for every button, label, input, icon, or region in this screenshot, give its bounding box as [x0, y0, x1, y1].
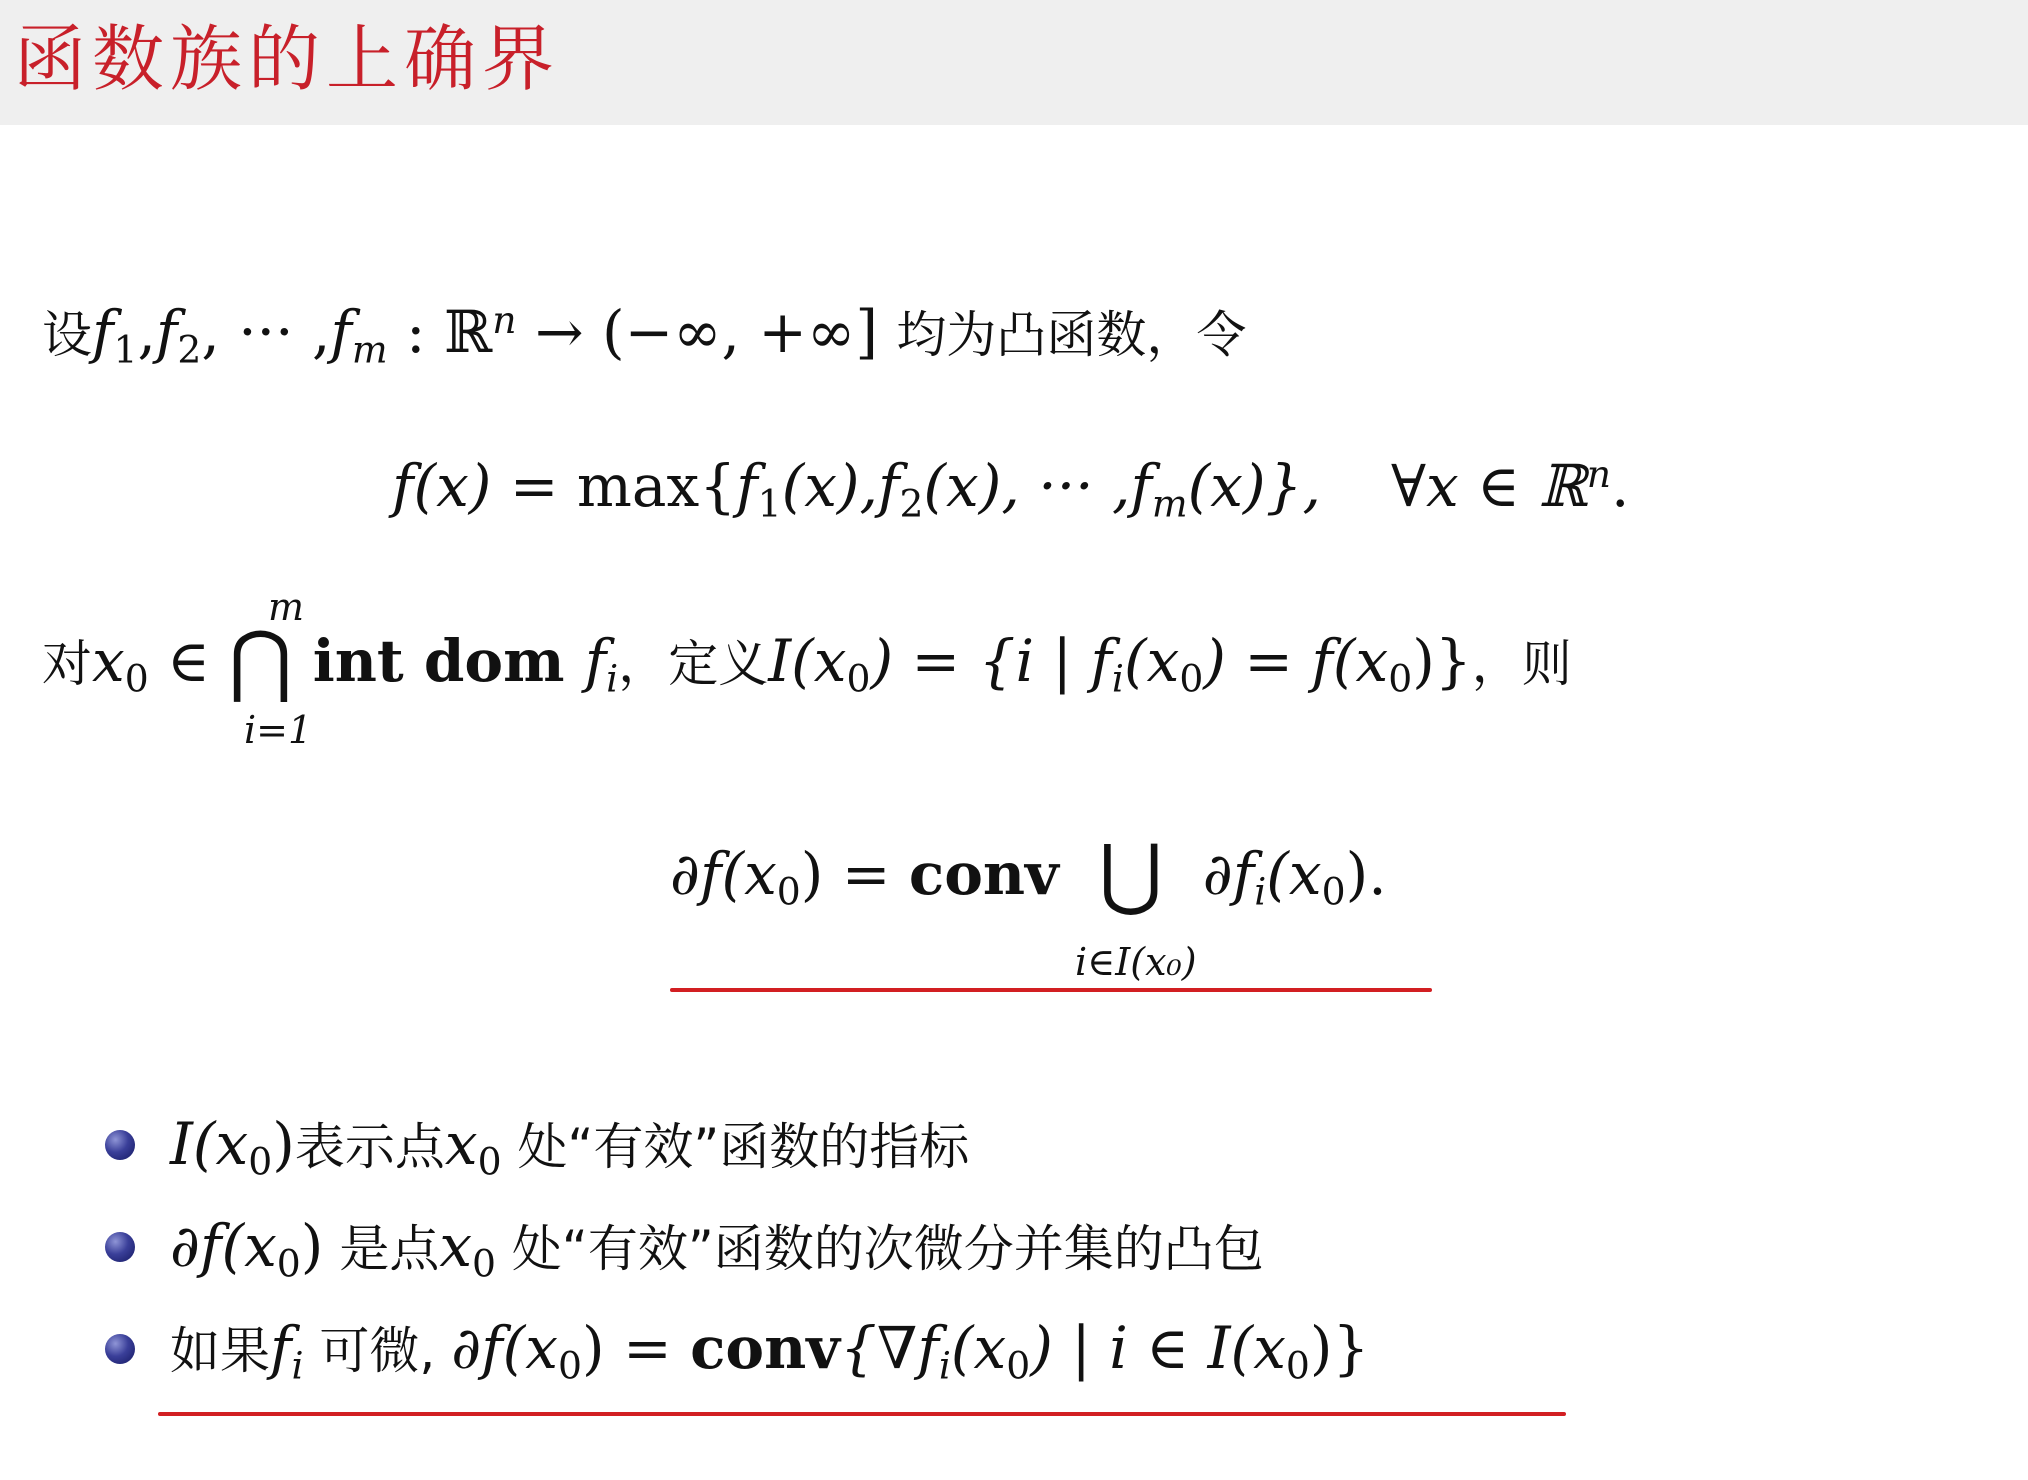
bullet-marker — [105, 1130, 135, 1160]
subdifferential-equation: $\partial f(x_0)$ = conv ⋃ $\partial f_i(x_0)$. — [670, 829, 1387, 919]
max-equation: $f(x) = \max\{f_1(x),f_2(x)$, ··· $,f_m(x)$}, ∀x ∈ ℝ$^n$. — [392, 452, 1630, 526]
bullet-underline — [158, 1412, 1566, 1416]
bullet-item-3: 如果$f_i$ 可微, $\partial f(x_0)$ = $conv\{\nabla f_i(x_0)$ | i ∈ $I(x_0)$} — [170, 1314, 1370, 1388]
union-lower-limit: i∈I(x₀) — [1075, 940, 1197, 984]
definition-line: 对$x_0$ ∈ ⋂ int dom $f_i$，定义$I(x_0) = \{i$ | $f_i(x_0) = f(x_0)$}，则 — [42, 616, 1572, 706]
title-bar — [0, 0, 2028, 125]
bullet-marker — [105, 1232, 135, 1262]
intersection-lower-limit: i=1 — [244, 708, 313, 752]
intersection-symbol: ⋂ — [228, 616, 293, 706]
equation-underline — [670, 988, 1432, 992]
slide-title: 函数族的上确界 — [14, 17, 561, 101]
intro-prefix: 设 — [42, 306, 92, 364]
bullet-item-1: $I(x_0)$表示点$x_0$ 处“有效”函数的指标 — [170, 1110, 970, 1184]
intersection-upper-limit: m — [268, 585, 305, 629]
intro-suffix: 均为凸函数，令 — [896, 306, 1247, 364]
bullet-item-2: $\partial f(x_0)$ 是点$x_0$ 处“有效”函数的次微分并集的凸包 — [170, 1212, 1264, 1286]
bullet-marker — [105, 1334, 135, 1364]
intro-line: 设$f_1,f_2$, ··· $,f_m$ : ℝ$^n$ → (−∞, +∞] 均为凸函数，令 — [42, 298, 1247, 372]
union-symbol: ⋃ — [1098, 829, 1163, 919]
